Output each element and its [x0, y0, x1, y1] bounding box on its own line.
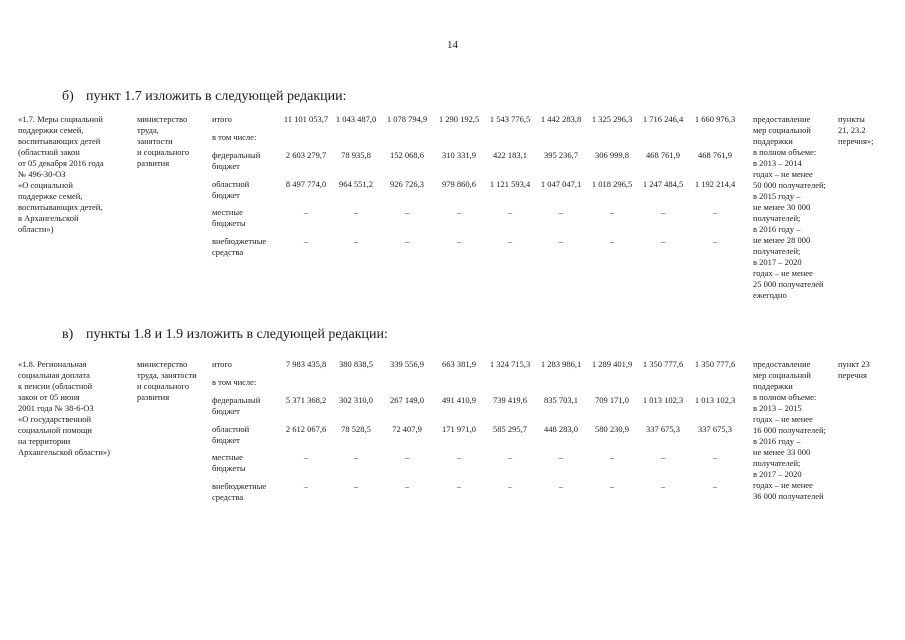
- funding-value: 1 325 296,3: [591, 114, 633, 124]
- funding-source-label: федеральный бюджет: [212, 395, 261, 416]
- funding-source-label: итого: [212, 114, 232, 124]
- section-marker: б): [62, 89, 74, 104]
- funding-value: –: [609, 236, 615, 246]
- funding-source-label: внебюджетные средства: [212, 481, 267, 502]
- funding-value: 1 283 986,1: [540, 359, 582, 369]
- funding-value: 5 371 368,2: [285, 395, 327, 405]
- funding-value: 8 497 774,0: [285, 179, 327, 189]
- funding-value: 1 013 102,3: [694, 395, 736, 405]
- funding-value: –: [353, 452, 359, 462]
- funding-value: 1 324 715,3: [489, 359, 531, 369]
- funding-value: –: [660, 236, 666, 246]
- funding-value: –: [507, 452, 513, 462]
- funding-value: 1 350 777,6: [642, 359, 684, 369]
- funding-value: 72 407,9: [392, 424, 422, 434]
- funding-value: 585 295,7: [493, 424, 527, 434]
- page-number: 14: [447, 39, 458, 51]
- funding-value: 580 230,9: [595, 424, 629, 434]
- funding-value: 1 078 794,9: [386, 114, 428, 124]
- funding-value: 448 283,0: [544, 424, 578, 434]
- funding-value: –: [712, 452, 718, 462]
- funding-value: –: [712, 236, 718, 246]
- funding-value: –: [507, 207, 513, 217]
- measure-name: «1.8. Региональная социальная доплата к пенсии (областной закон от 05 июня 2001 года № 38-6-ОЗ «О государственной социальной помощи на территории Архангельской области»): [18, 359, 111, 457]
- funding-value: –: [303, 481, 309, 491]
- funding-value: –: [353, 481, 359, 491]
- funding-value: 1 289 401,9: [591, 359, 633, 369]
- funding-value: 422 183,1: [493, 150, 527, 160]
- funding-value: –: [456, 207, 462, 217]
- funding-value: 1 047 047,1: [540, 179, 582, 189]
- funding-value: –: [609, 452, 615, 462]
- funding-value: 1 442 283,8: [540, 114, 582, 124]
- funding-source-label: федеральный бюджет: [212, 150, 261, 171]
- funding-value: –: [660, 481, 666, 491]
- funding-value: 11 101 053,7: [283, 114, 329, 124]
- funding-value: 2 603 279,7: [285, 150, 327, 160]
- funding-value: 337 675,3: [646, 424, 680, 434]
- funding-value: 964 551,2: [339, 179, 373, 189]
- funding-value: 468 761,9: [698, 150, 732, 160]
- funding-value: 2 612 067,6: [285, 424, 327, 434]
- responsible-executor: министерство труда, занятости и социального развития: [137, 359, 197, 402]
- funding-value: 1 043 487,0: [335, 114, 377, 124]
- funding-source-label: местные бюджеты: [212, 452, 246, 473]
- funding-source-label: в том числе:: [212, 377, 257, 387]
- section-heading: [62, 89, 347, 105]
- funding-value: 663 381,9: [442, 359, 476, 369]
- reference-points: пункты 21, 23.2 перечня»;: [838, 114, 874, 146]
- funding-value: –: [660, 207, 666, 217]
- funding-value: –: [353, 236, 359, 246]
- funding-value: 926 726,3: [390, 179, 424, 189]
- funding-value: –: [558, 207, 564, 217]
- expected-result: предоставление мер социальной поддержки в полном объеме: в 2013 – 2015 годах – не менее 16 000 получателей; в 2016 году – не менее 33 000 получателей; в 2017 – 2020 годах – не менее 36 000 получателей: [753, 359, 826, 501]
- funding-value: 1 013 102,3: [642, 395, 684, 405]
- funding-value: 1 716 246,4: [642, 114, 684, 124]
- funding-value: –: [558, 236, 564, 246]
- funding-value: –: [303, 207, 309, 217]
- funding-value: 1 121 593,4: [489, 179, 531, 189]
- responsible-executor: министерство труда, занятости и социального развития: [137, 114, 190, 168]
- funding-value: –: [353, 207, 359, 217]
- section-marker: в): [62, 327, 74, 342]
- funding-value: –: [712, 481, 718, 491]
- funding-value: 468 761,9: [646, 150, 680, 160]
- funding-value: 78 528,5: [341, 424, 371, 434]
- funding-value: 1 290 192,5: [438, 114, 480, 124]
- funding-value: 306 999,8: [595, 150, 629, 160]
- funding-source-label: итого: [212, 359, 232, 369]
- funding-value: 1 660 976,3: [694, 114, 736, 124]
- funding-value: 171 971,0: [442, 424, 476, 434]
- program-measure-row: [0, 114, 905, 314]
- funding-value: 302 310,0: [339, 395, 373, 405]
- funding-value: –: [303, 236, 309, 246]
- funding-value: –: [404, 236, 410, 246]
- funding-value: 1 543 776,5: [489, 114, 531, 124]
- funding-value: –: [456, 236, 462, 246]
- funding-value: 1 350 777,6: [694, 359, 736, 369]
- funding-value: 1 192 214,4: [694, 179, 736, 189]
- funding-source-label: внебюджетные средства: [212, 236, 267, 257]
- funding-value: 152 068,6: [390, 150, 424, 160]
- funding-value: –: [404, 452, 410, 462]
- funding-value: –: [404, 481, 410, 491]
- funding-value: –: [609, 207, 615, 217]
- funding-value: –: [456, 481, 462, 491]
- funding-value: –: [712, 207, 718, 217]
- funding-value: –: [609, 481, 615, 491]
- funding-value: 380 838,5: [339, 359, 373, 369]
- funding-value: 339 556,9: [390, 359, 424, 369]
- funding-value: 395 236,7: [544, 150, 578, 160]
- funding-value: 267 149,0: [390, 395, 424, 405]
- funding-value: –: [558, 452, 564, 462]
- expected-result: предоставление мер социальной поддержки в полном объеме: в 2013 – 2014 годах – не менее 50 000 получателей; в 2015 году – не менее 30 000 получателей; в 2016 году – не менее 28 000 получателей; в 2017 – 2020 годах – не менее 25 000 получателей ежегодно: [753, 114, 826, 300]
- funding-value: 491 410,9: [442, 395, 476, 405]
- funding-value: 835 703,1: [544, 395, 578, 405]
- funding-source-label: в том числе:: [212, 132, 257, 142]
- section-heading-text: пункты 1.8 и 1.9 изложить в следующей редакции:: [86, 327, 388, 342]
- funding-source-label: местные бюджеты: [212, 207, 246, 228]
- funding-value: 1 018 296,5: [591, 179, 633, 189]
- funding-value: –: [507, 236, 513, 246]
- reference-points: пункт 23 перечня: [838, 359, 870, 380]
- funding-value: –: [507, 481, 513, 491]
- funding-value: –: [660, 452, 666, 462]
- funding-value: 1 247 484,5: [642, 179, 684, 189]
- funding-value: 7 983 435,8: [285, 359, 327, 369]
- section-heading-text: пункт 1.7 изложить в следующей редакции:: [86, 89, 347, 104]
- funding-value: –: [456, 452, 462, 462]
- program-measure-row: [0, 359, 905, 559]
- funding-source-label: областной бюджет: [212, 179, 250, 200]
- funding-value: 739 419,6: [493, 395, 527, 405]
- funding-value: 310 331,9: [442, 150, 476, 160]
- section-heading: [62, 327, 388, 343]
- funding-value: 78 935,8: [341, 150, 371, 160]
- measure-name: «1.7. Меры социальной поддержки семей, воспитывающих детей (областной закон от 05 декабря 2016 года № 496-30-ОЗ «О социальной поддержке семей, воспитывающих детей, в Архангельской области»): [18, 114, 104, 234]
- funding-value: 709 171,0: [595, 395, 629, 405]
- funding-value: 337 675,3: [698, 424, 732, 434]
- funding-value: 979 860,6: [442, 179, 476, 189]
- funding-value: –: [558, 481, 564, 491]
- funding-value: –: [303, 452, 309, 462]
- funding-value: –: [404, 207, 410, 217]
- funding-source-label: областной бюджет: [212, 424, 250, 445]
